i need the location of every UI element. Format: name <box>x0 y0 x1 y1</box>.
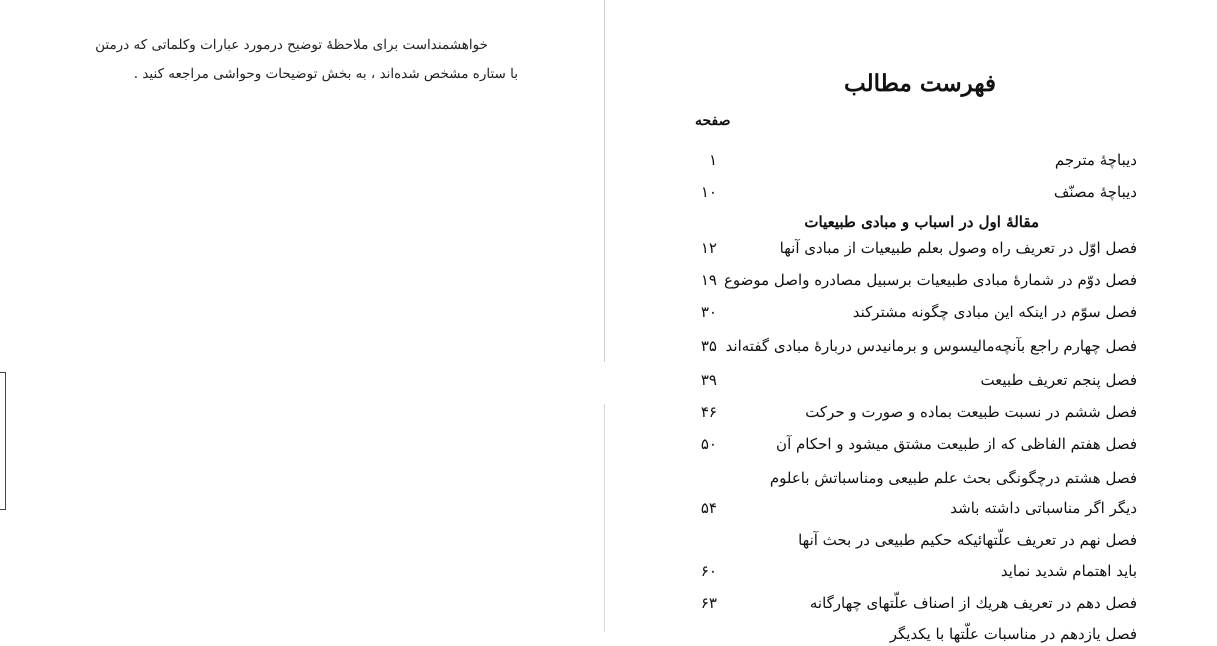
toc-entry-page: ۱۰ <box>700 183 717 201</box>
toc-entry-text: فصل چهارم راجع بآنچه‌مالیسوس و برمانیدس دربارهٔ مبادی گفته‌اند <box>725 337 1137 355</box>
toc-entry-text: دیباچهٔ مترجم <box>1054 151 1137 169</box>
toc-entry <box>605 334 1217 358</box>
toc-entry <box>605 268 1217 292</box>
toc-entry-text: فصل سوّم در اینکه این مبادی چگونه مشترکند <box>852 303 1137 321</box>
toc-entry-page: ۳۵ <box>700 337 717 355</box>
toc-entry-text: فصل یازدهم در مناسبات علّتها با یکدیگر <box>889 625 1137 643</box>
toc-title: فهرست مطالب <box>844 70 996 97</box>
toc-entry-text: فصل دوّم در شمارهٔ مبادی طبیعیات برسبیل مصادره واصل موضوع <box>723 271 1137 289</box>
toc-entry-page: ۶۳ <box>700 594 717 612</box>
toc-entry <box>605 236 1217 260</box>
toc-entry-page: ۳۰ <box>700 303 717 321</box>
toc-entry <box>605 622 1217 646</box>
toc-entry-page: ۱۹ <box>700 271 717 289</box>
toc-entry <box>605 591 1217 615</box>
toc-entry-page: ۱۲ <box>700 239 717 257</box>
toc-entry-text: فصل اوّل در تعریف راه وصول بعلم طبیعیات از مبادی آنها <box>779 239 1137 257</box>
toc-entry-text: فصل هشتم درچگونگی بحث علم طبیعی ومناسباتش باعلوم <box>769 469 1137 487</box>
left-page <box>0 0 604 632</box>
toc-entry-text: دیگر اگر مناسباتی داشته باشد <box>950 499 1137 517</box>
toc-entry-page: ۵۴ <box>700 499 717 517</box>
toc-entry <box>605 368 1217 392</box>
toc-entry <box>605 496 1217 520</box>
toc-entry-page: ۳۹ <box>700 371 717 389</box>
toc-entry-text: فصل دهم در تعریف هریك از اصناف علّتهای چهارگانه <box>809 594 1137 612</box>
toc-entry <box>605 559 1217 583</box>
toc-entry <box>605 528 1217 552</box>
note-line-1: خواهشمنداست برای ملاحظهٔ توضیح درمورد عبارات وکلماتی که درمتن <box>95 37 488 53</box>
toc-entry <box>605 180 1217 204</box>
toc-entry-page: ۵۰ <box>700 435 717 453</box>
toc-entry-text: باید اهتمام شدید نماید <box>1000 562 1137 580</box>
toc-entry <box>605 300 1217 324</box>
toc-entry <box>605 432 1217 456</box>
toc-entry-text: دیباچهٔ مصنّف <box>1053 183 1137 201</box>
toc-entry-page: ۴۶ <box>700 403 717 421</box>
page-column-header: صفحه <box>695 113 731 129</box>
toc-entry-page: ۱ <box>708 151 717 169</box>
section-heading: مقالهٔ اول در اسباب و مبادی طبیعیات <box>804 213 1039 231</box>
toc-entry-page: ۶۰ <box>700 562 717 580</box>
toc-entry <box>605 148 1217 172</box>
toc-entry <box>605 466 1217 490</box>
toc-entry <box>605 400 1217 424</box>
note-line-2: با ستاره مشخص شده‌اند ، به بخش توضیحات وحواشی مراجعه کنید . <box>133 66 518 82</box>
page-edge-bookmark <box>0 372 6 510</box>
toc-entry-text: فصل هفتم الفاظی که از طبیعت مشتق میشود و احکام آن <box>776 435 1137 453</box>
toc-entry-text: فصل ششم در نسبت طبیعت بماده و صورت و حرکت <box>805 403 1137 421</box>
toc-entry-text: فصل پنجم تعریف طبیعت <box>980 371 1137 389</box>
toc-entry-text: فصل نهم در تعریف علّتهائیکه حکیم طبیعی در بحث آنها <box>798 531 1137 549</box>
right-page <box>605 0 1217 643</box>
